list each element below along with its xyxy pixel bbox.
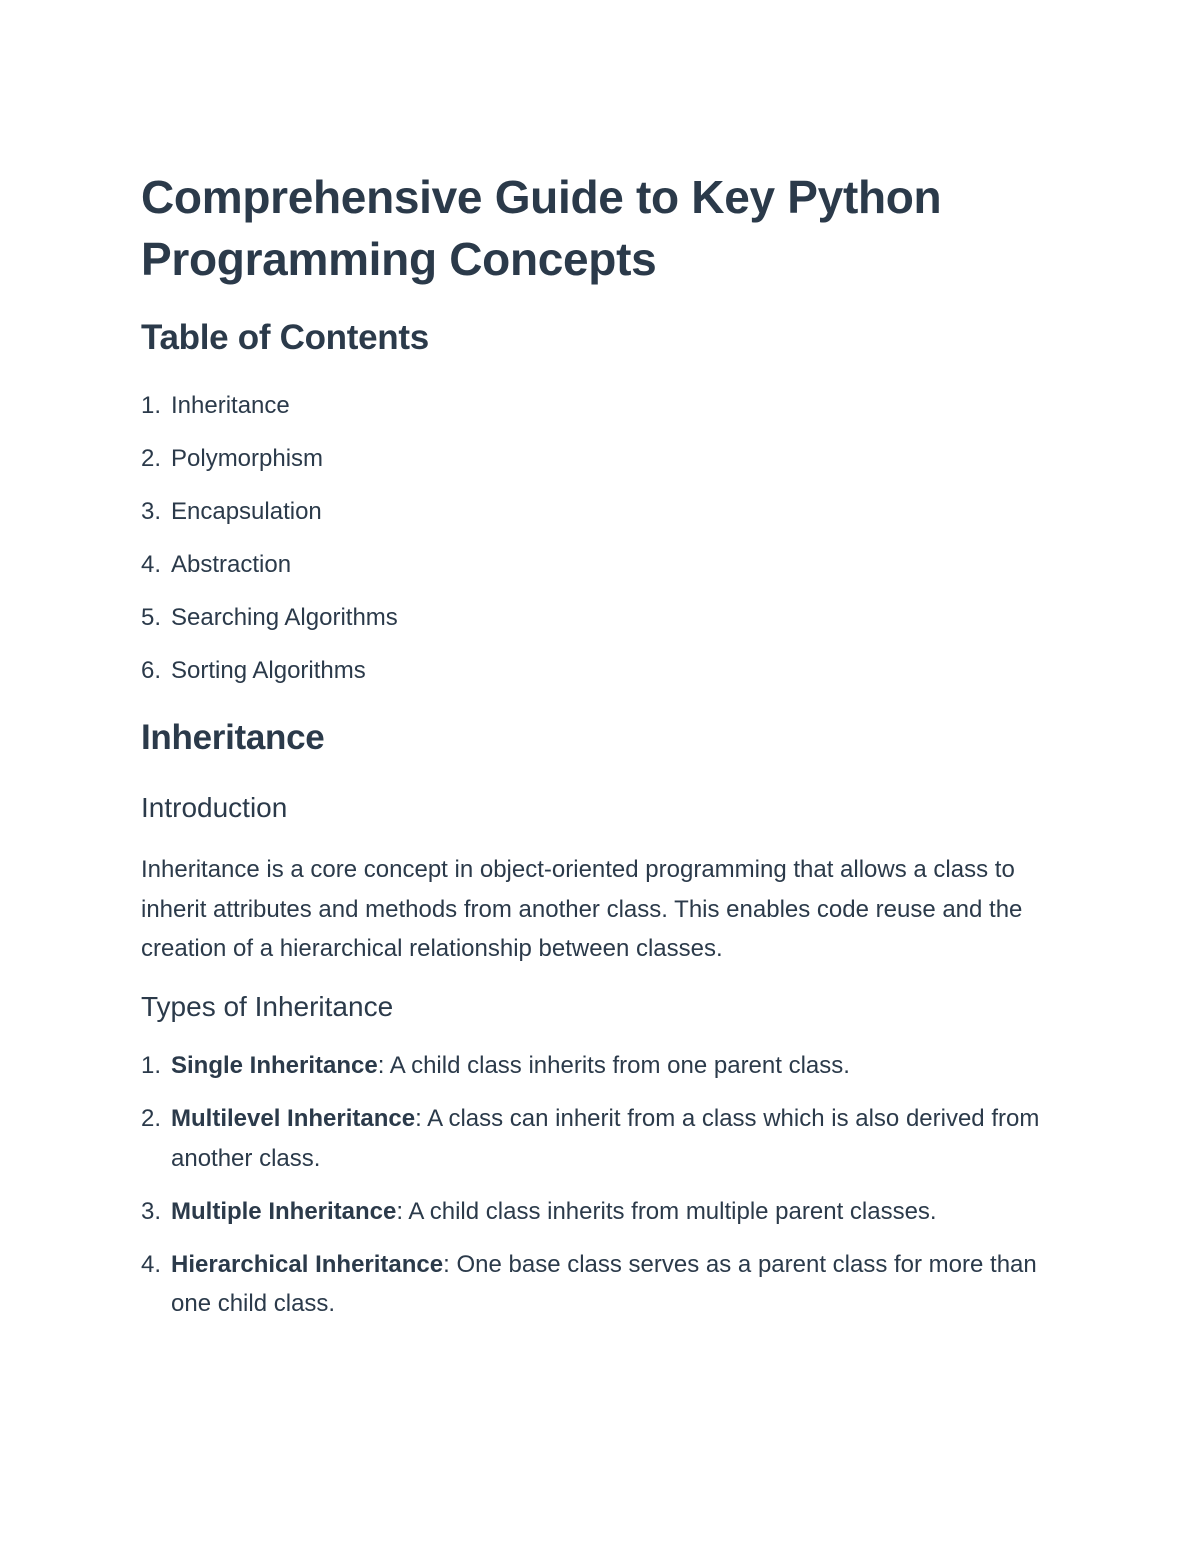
toc-item-polymorphism[interactable] — [141, 439, 398, 492]
table-of-contents — [141, 386, 398, 704]
toc-item-label: Polymorphism — [171, 445, 324, 472]
inheritance-types-list — [141, 1046, 1071, 1337]
toc-item-sorting-algorithms[interactable] — [141, 651, 398, 704]
list-item — [141, 1245, 1071, 1324]
list-item-description: : One base class serves as a parent class for more than one child class. — [171, 1250, 1037, 1317]
list-item-number: 2. — [141, 1105, 162, 1132]
toc-item-number: 2. — [141, 445, 162, 472]
types-of-inheritance-heading: Types of Inheritance — [141, 991, 394, 1022]
list-item — [141, 1192, 1071, 1232]
toc-item-label: Sorting Algorithms — [171, 657, 366, 684]
toc-item-number: 6. — [141, 657, 162, 684]
list-item-number: 3. — [141, 1197, 162, 1225]
toc-item-abstraction[interactable] — [141, 545, 398, 598]
toc-item-number: 4. — [141, 551, 162, 578]
toc-item-searching-algorithms[interactable] — [141, 598, 398, 651]
document-title: Comprehensive Guide to Key Python Programming Concepts — [141, 171, 942, 285]
list-item-term: Multiple Inheritance — [171, 1197, 397, 1225]
list-item-description: : A class can inherit from a class which is also derived from another class. — [171, 1105, 1040, 1172]
list-item — [141, 1099, 1071, 1178]
introduction-heading: Introduction — [141, 792, 288, 823]
list-item-term: Single Inheritance — [171, 1052, 378, 1079]
toc-item-label: Searching Algorithms — [171, 604, 398, 631]
toc-item-label: Abstraction — [171, 551, 292, 578]
toc-item-label: Inheritance — [171, 392, 290, 419]
toc-item-inheritance[interactable] — [141, 386, 398, 439]
list-item-description: : A child class inherits from one parent class. — [377, 1052, 850, 1079]
toc-item-number: 3. — [141, 498, 162, 525]
list-item-term: Hierarchical Inheritance — [171, 1250, 444, 1278]
list-item-term: Multilevel Inheritance — [171, 1105, 416, 1132]
list-item-number: 4. — [141, 1250, 162, 1278]
toc-heading: Table of Contents — [141, 318, 429, 357]
introduction-paragraph: Inheritance is a core concept in object-oriented programming that allows a class to inherit attributes and methods from another class. This enables code reuse and the creation of a hierarchical relationship between classes. — [141, 856, 1023, 962]
list-item — [141, 1046, 1071, 1086]
list-item-number: 1. — [141, 1052, 162, 1079]
toc-item-label: Encapsulation — [171, 498, 322, 525]
inheritance-heading: Inheritance — [141, 718, 325, 757]
list-item-description: : A child class inherits from multiple parent classes. — [396, 1197, 937, 1225]
toc-item-number: 5. — [141, 604, 162, 631]
toc-item-number: 1. — [141, 392, 162, 419]
toc-item-encapsulation[interactable] — [141, 492, 398, 545]
